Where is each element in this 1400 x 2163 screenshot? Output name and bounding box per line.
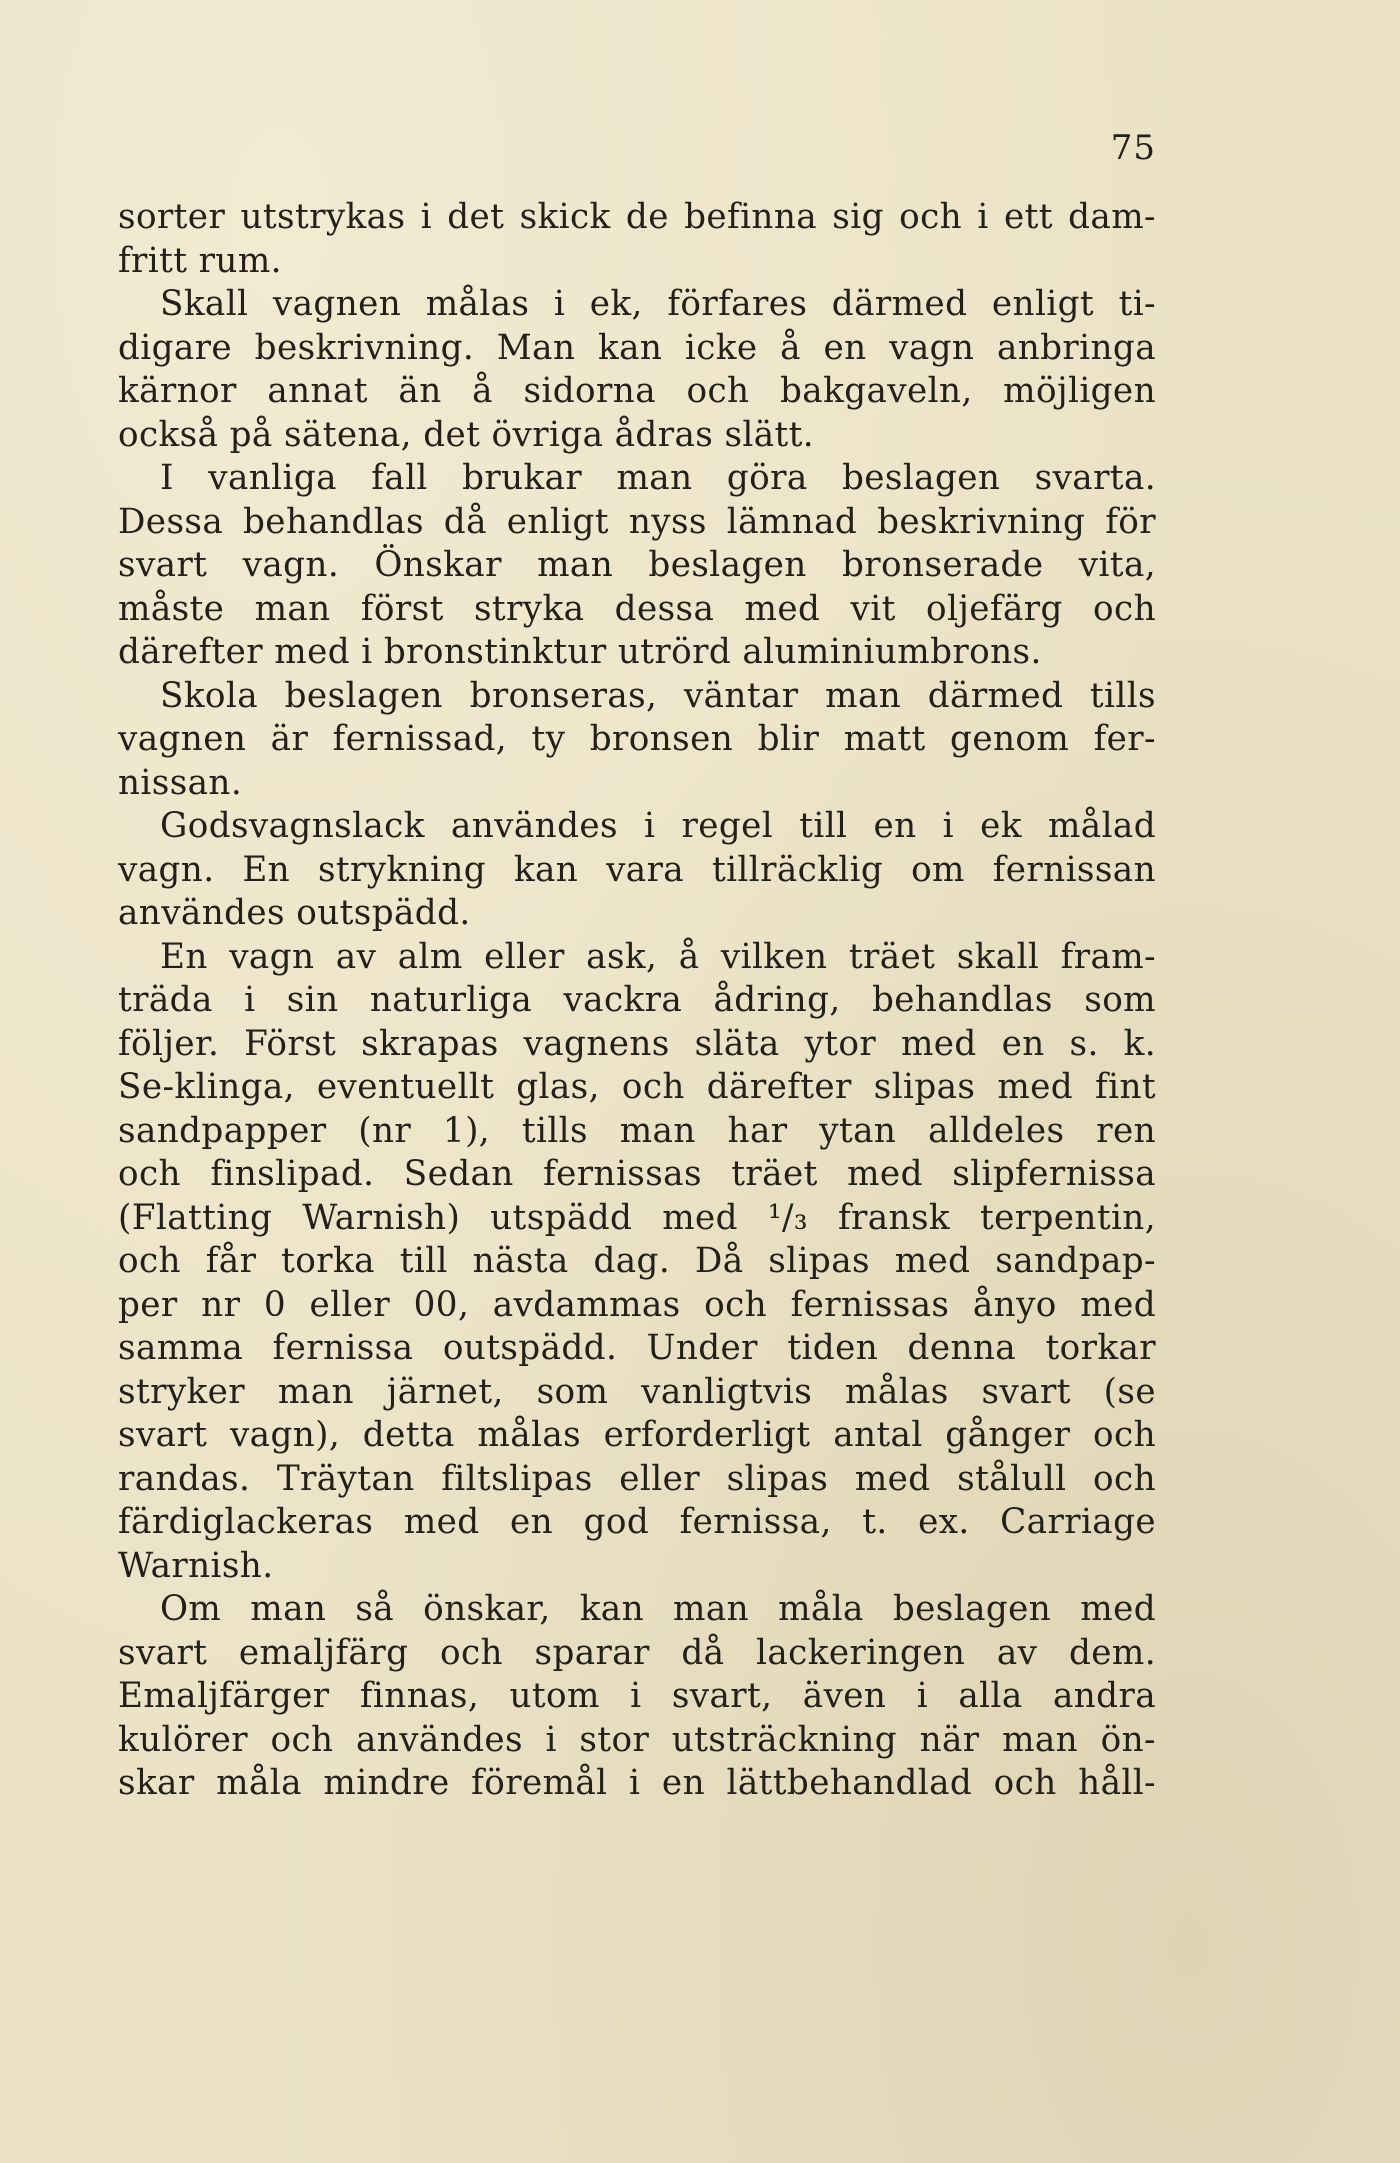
- text-line: Warnish.: [118, 1545, 274, 1586]
- text-line: också på sätena, det övriga ådras slätt.: [118, 414, 815, 455]
- text-line: kärnor annat än å sidorna och bakgaveln, möjligen: [118, 371, 1156, 411]
- page-number: 75: [1110, 128, 1156, 168]
- text-line: färdiglackeras med en god fernissa, t. ex. Carriage: [118, 1502, 1156, 1542]
- text-line: stryker man järnet, som vanligtvis målas svart (se: [118, 1371, 1156, 1412]
- text-line: svart emaljfärg och sparar då lackeringen av dem.: [118, 1632, 1156, 1673]
- text-line: sorter utstrykas i det skick de befinna sig och i ett dam-: [118, 197, 1156, 237]
- text-line: Emaljfärger finnas, utom i svart, även i alla andra: [118, 1676, 1156, 1716]
- text-line: per nr 0 eller 00, avdammas och fernissas ånyo med: [118, 1284, 1156, 1325]
- text-line: svart vagn), detta målas erforderligt antal gånger och: [118, 1415, 1156, 1455]
- text-line: Dessa behandlas då enligt nyss lämnad beskrivning för: [118, 501, 1156, 542]
- text-line: skar måla mindre föremål i en lättbehandlad och håll-: [118, 1763, 1156, 1803]
- text-line: randas. Träytan filtslipas eller slipas med stålull och: [118, 1458, 1156, 1499]
- text-line: vagnen är fernissad, ty bronsen blir matt genom fer-: [118, 719, 1156, 759]
- text-line: måste man först stryka dessa med vit oljefärg och: [118, 588, 1156, 629]
- text-line: En vagn av alm eller ask, å vilken träet skall fram-: [160, 936, 1156, 977]
- text-line: samma fernissa outspädd. Under tiden denna torkar: [118, 1328, 1156, 1368]
- text-line: I vanliga fall brukar man göra beslagen svarta.: [160, 458, 1156, 498]
- text-line: svart vagn. Önskar man beslagen bronserade vita,: [118, 545, 1156, 585]
- text-line: Skall vagnen målas i ek, förfares därmed enligt ti-: [160, 284, 1156, 324]
- text-line: fritt rum.: [118, 240, 282, 281]
- text-line: följer. Först skrapas vagnens släta ytor med en s. k.: [118, 1023, 1156, 1064]
- body-text: [118, 196, 1156, 1806]
- text-line: Se-klinga, eventuellt glas, och därefter slipas med fint: [118, 1067, 1156, 1107]
- text-line: Om man så önskar, kan man måla beslagen med: [160, 1589, 1156, 1629]
- text-line: digare beskrivning. Man kan icke å en vagn anbringa: [118, 327, 1156, 368]
- text-line: och finslipad. Sedan fernissas träet med slipfernissa: [118, 1154, 1156, 1194]
- text-line: Godsvagnslack användes i regel till en i ek målad: [160, 806, 1156, 846]
- text-line: användes outspädd.: [118, 893, 471, 933]
- text-line: kulörer och användes i stor utsträckning när man ön-: [118, 1719, 1156, 1760]
- text-line: Skola beslagen bronseras, väntar man därmed tills: [160, 675, 1156, 716]
- text-line: sandpapper (nr 1), tills man har ytan alldeles ren: [118, 1110, 1156, 1151]
- text-line: träda i sin naturliga vackra ådring, behandlas som: [118, 980, 1156, 1020]
- text-line: vagn. En strykning kan vara tillräcklig om fernissan: [118, 849, 1156, 890]
- text-line: och får torka till nästa dag. Då slipas med sandpap-: [118, 1241, 1156, 1281]
- text-line: (Flatting Warnish) utspädd med ¹/₃ fransk terpentin,: [118, 1197, 1156, 1238]
- text-line: därefter med i bronstinktur utrörd aluminiumbrons.: [118, 632, 1042, 672]
- text-line: nissan.: [118, 762, 243, 803]
